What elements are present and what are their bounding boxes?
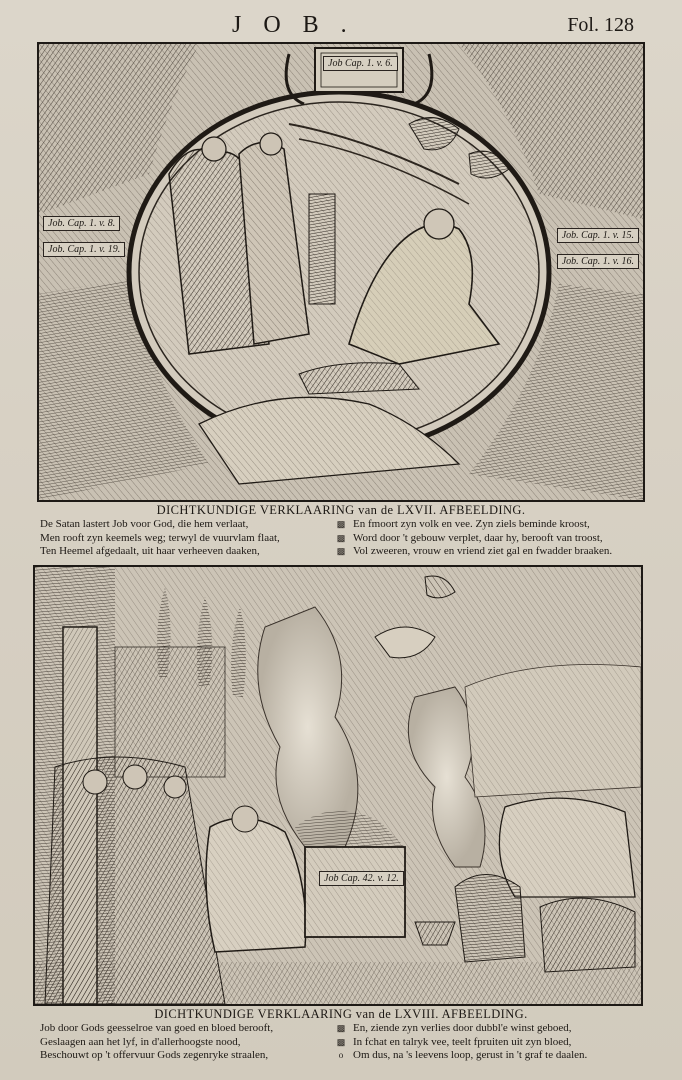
folio-number: Fol. 128 bbox=[567, 14, 634, 36]
plate-label-right-1: Job. Cap. 1. v. 15. bbox=[557, 228, 639, 243]
verse-line: Geslaagen aan het lyf, in d'allerhoogste nood, bbox=[40, 1035, 241, 1048]
verse-line: Job door Gods geesselroe van goed en bloed berooft, bbox=[40, 1022, 274, 1034]
verse-line: En, ziende zyn verlies door dubbl'e winst geboed, bbox=[353, 1022, 572, 1034]
verse-line: Word door 't gebouw verplet, daar hy, berooft van troost, bbox=[353, 531, 603, 544]
plate-label-left-2: Job. Cap. 1. v. 19. bbox=[43, 242, 125, 257]
verse-line: Men rooft zyn keemels weg; terwyl de vuurvlam flaat, bbox=[40, 531, 280, 544]
caption-heading-top: DICHTKUNDIGE VERKLAARING van de LXVII. AFBEELDING. bbox=[156, 503, 526, 517]
verse-top-right bbox=[353, 518, 612, 559]
verse-top-left bbox=[40, 518, 280, 559]
engraving-illustration-top bbox=[39, 44, 643, 500]
verse-bottom-left bbox=[40, 1022, 273, 1063]
caption-heading-bottom: DICHTKUNDIGE VERKLAARING van de LXVIII. AFBEELDING. bbox=[154, 1007, 528, 1021]
plate-label-right-2: Job. Cap. 1. v. 16. bbox=[557, 254, 639, 269]
verse-line: Vol zweeren, vrouw en vriend ziet gal en fwadder braaken. bbox=[353, 545, 613, 557]
engraving-plate-top bbox=[37, 42, 645, 502]
verse-line: Beschouwt op 't offervuur Gods zegenryke straalen, bbox=[40, 1049, 269, 1061]
running-title: JOB. bbox=[232, 12, 369, 38]
plate-label-left-1: Job. Cap. 1. v. 8. bbox=[43, 216, 120, 231]
verse-line: Ten Heemel afgedaalt, uit haar verheeven daaken, bbox=[40, 545, 260, 557]
verse-line: En fmoort zyn volk en vee. Zyn ziels beminde kroost, bbox=[353, 518, 590, 530]
engraving-illustration-bottom bbox=[35, 567, 641, 1004]
altar-inscription: Job Cap. 42. v. 12. bbox=[319, 871, 404, 886]
verse-ornament-top: ▩ ▩ ▩ bbox=[336, 519, 346, 556]
cartouche-label: Job Cap. 1. v. 6. bbox=[323, 56, 398, 71]
verse-bottom-right bbox=[353, 1022, 587, 1063]
engraving-plate-bottom bbox=[33, 565, 643, 1006]
verse-line: In fchat en talryk vee, teelt fpruiten uit zyn bloed, bbox=[353, 1035, 572, 1048]
verse-line: Om dus, na 's leevens loop, gerust in 't graf te daalen. bbox=[353, 1049, 588, 1061]
verse-ornament-bottom: ▩ ▩ o bbox=[336, 1023, 346, 1060]
verse-line: De Satan lastert Job voor God, die hem verlaat, bbox=[40, 518, 249, 530]
running-head bbox=[0, 12, 682, 42]
